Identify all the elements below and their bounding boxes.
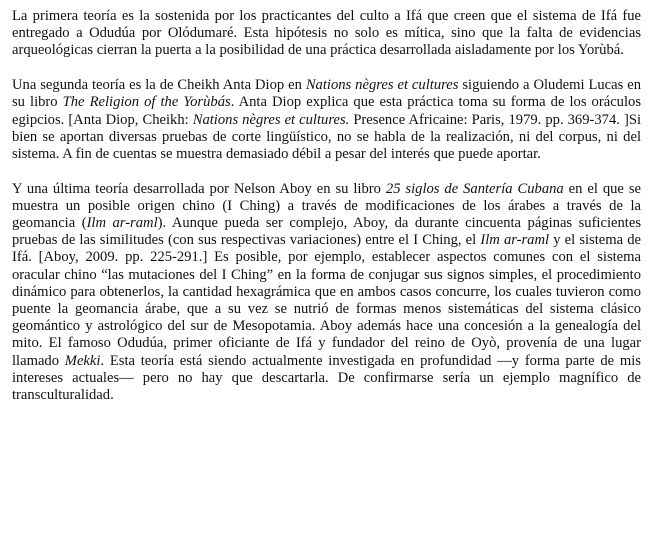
text-segment: siguiendo a Oludemi Lucas en su libro — [12, 77, 642, 111]
place-name-mekki: Mekki — [64, 352, 101, 369]
paragraph-aboy-theory — [12, 181, 641, 405]
book-title-25-siglos: 25 siglos de Santería Cubana — [385, 180, 564, 197]
text-segment: . Esta teoría está siendo actualmente investigada en profundidad —y forma parte de mis intereses actuales— pero no hay que descartarla. De confirmarse sería un ejemplo magnífico de transculturalidad. — [12, 352, 641, 404]
text-segment: Presence Africaine: Paris, 1979. pp. 369-374. ]Si bien se aportan diversas pruebas de corte lingüístico, no se habla de la realización, ni del corpus, ni del sistema. A fin de cuentas se muestra demasiado débil a pesar del interés que puede aportar. — [12, 111, 641, 162]
text-segment: . Anta Diop explica que esta práctica toma su forma de los oráculos egipcios. [Anta Diop, Cheikh: — [12, 94, 641, 128]
book-title-religion-yorubas: The Religion of the Yorùbás — [62, 94, 231, 111]
citation-title-nations-negres: Nations nègres et cultures. — [192, 111, 350, 128]
paragraph-ifa-theory — [12, 8, 641, 60]
term-ilm-ar-raml: Ilm ar-raml — [86, 215, 158, 232]
term-ilm-ar-raml: Ilm ar-raml — [480, 232, 550, 249]
book-title-nations-negres: Nations nègres et cultures — [305, 77, 459, 94]
text-segment: en el que se muestra un posible origen chino (I Ching) a través de modificaciones de los árabes a través de la geomancia ( — [12, 180, 641, 232]
text-segment: Y una última teoría desarrollada por Nelson Aboy en su libro — [12, 180, 386, 197]
text-segment: y el sistema de Ifá. [Aboy, 2009. pp. 225-291.] Es posible, por ejemplo, establecer aspectos comunes con el sistema oracular chino “las mutaciones del I Ching” en la forma de conjugar sus signos simples, el procedimiento dinámico para obtenerlos, la cantidad hexagrámica que en ambos casos concurre, los cuales tuvieron como puente la geomancia árabe, que a su vez se nutrió de formas menos sistemáticas del sistema clásico geomántico y astrológico del sur de Mesopotamia. Aboy además hace una concesión a la genealogía del mito. El famoso Odudúa, primer oficiante de Ifá y fundador del reino de Oyò, provenía de una lugar llamado — [12, 232, 642, 369]
text-segment: ). Aunque pueda ser complejo, Aboy, da durante cincuenta páginas suficientes pruebas de las similitudes (con sus respectivas variaciones) entre el I Ching, el — [12, 215, 641, 249]
text-segment: La primera teoría es la sostenida por los practicantes del culto a Ifá que creen que el sistema de Ifá fue entregado a Odudúa por Olódumaré. Esta hipótesis no solo es mítica, sino que la falta de evidencias arqueológicas cierran la puerta a la posibilidad de una práctica desarrollada aisladamente por los Yorùbá. — [12, 8, 641, 59]
text-segment: Una segunda teoría es la de Cheikh Anta Diop en — [12, 77, 306, 94]
paragraph-diop-theory — [12, 77, 641, 163]
